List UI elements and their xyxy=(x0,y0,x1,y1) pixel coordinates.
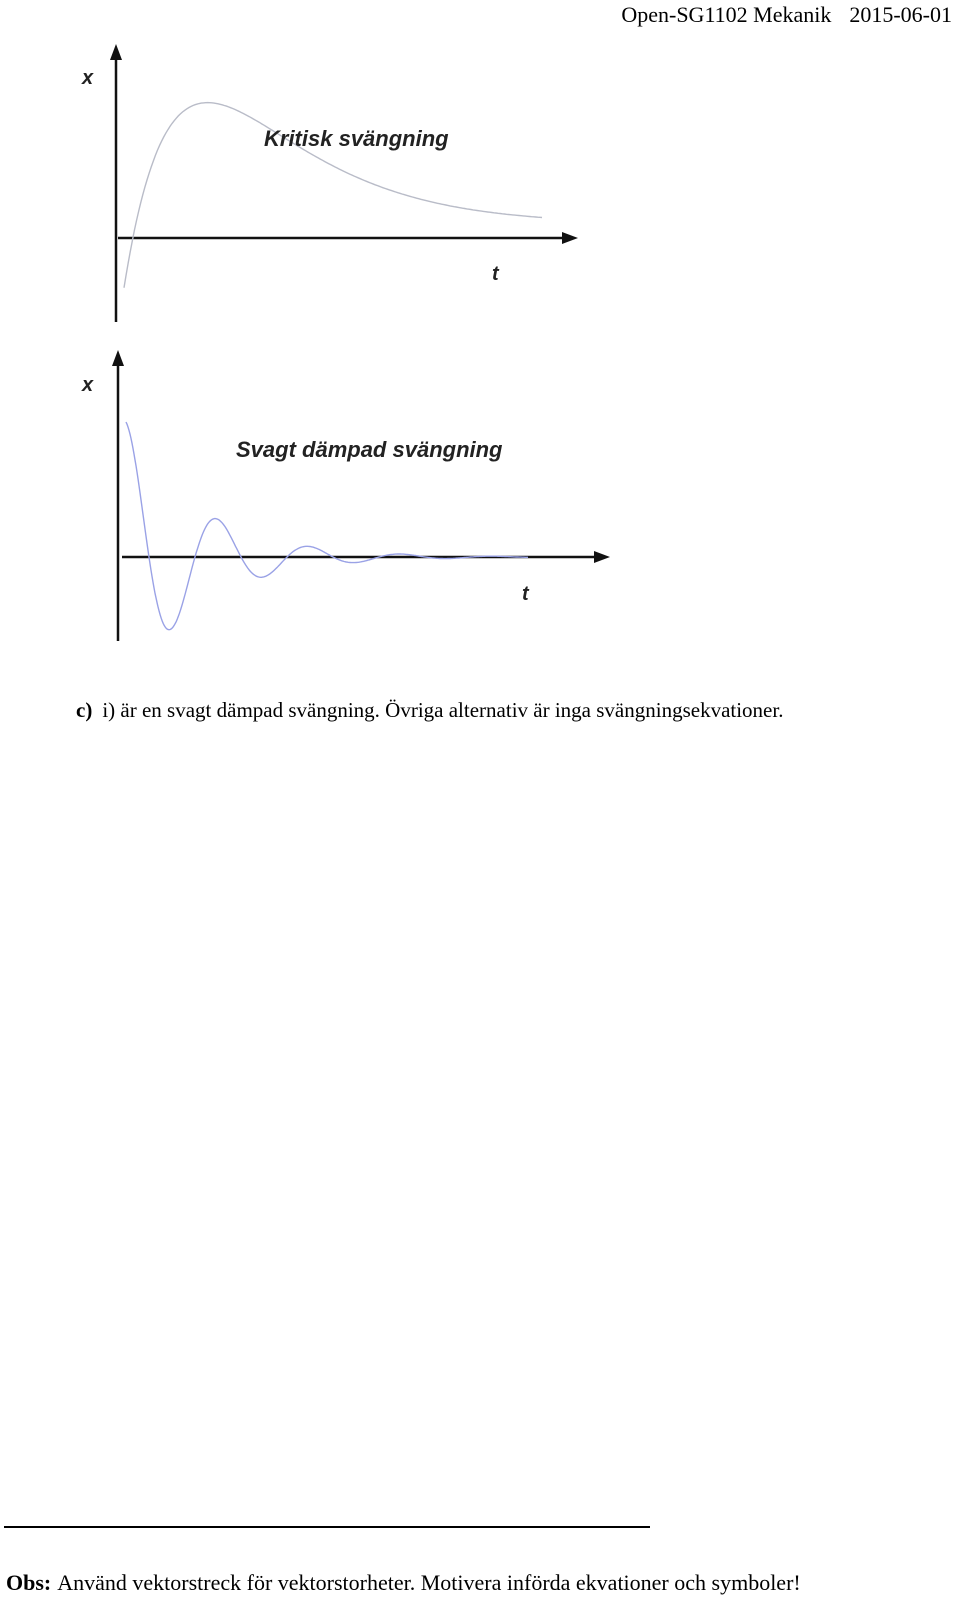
page-header xyxy=(621,0,952,30)
critical-damping-graph xyxy=(0,40,620,340)
answer-label: c) xyxy=(76,698,93,722)
footer-note xyxy=(6,1568,801,1598)
graph-title: Kritisk svängning xyxy=(264,126,449,151)
exam-date: 2015-06-01 xyxy=(849,2,952,27)
y-axis-label: x xyxy=(82,374,94,396)
course-name: Open-SG1102 Mekanik xyxy=(621,2,832,27)
y-axis-label: x xyxy=(82,67,94,89)
underdamped-graph xyxy=(0,345,640,655)
answer-text: i) är en svagt dämpad svängning. Övriga alternativ är inga svängningsekvationer. xyxy=(102,698,784,722)
x-axis-label: t xyxy=(522,583,529,605)
graph-title: Svagt dämpad svängning xyxy=(236,437,503,462)
x-axis-arrowhead xyxy=(594,551,610,563)
footer-label: Obs: xyxy=(6,1570,52,1595)
x-axis-arrowhead xyxy=(562,232,578,244)
y-axis-arrowhead xyxy=(112,350,124,366)
answer-c xyxy=(76,696,783,724)
x-axis-label: t xyxy=(492,263,499,285)
y-axis-arrowhead xyxy=(110,44,122,60)
footer-divider xyxy=(4,1526,650,1528)
footer-text: Använd vektorstreck för vektorstorheter. Motivera införda ekvationer och symboler! xyxy=(57,1570,801,1595)
